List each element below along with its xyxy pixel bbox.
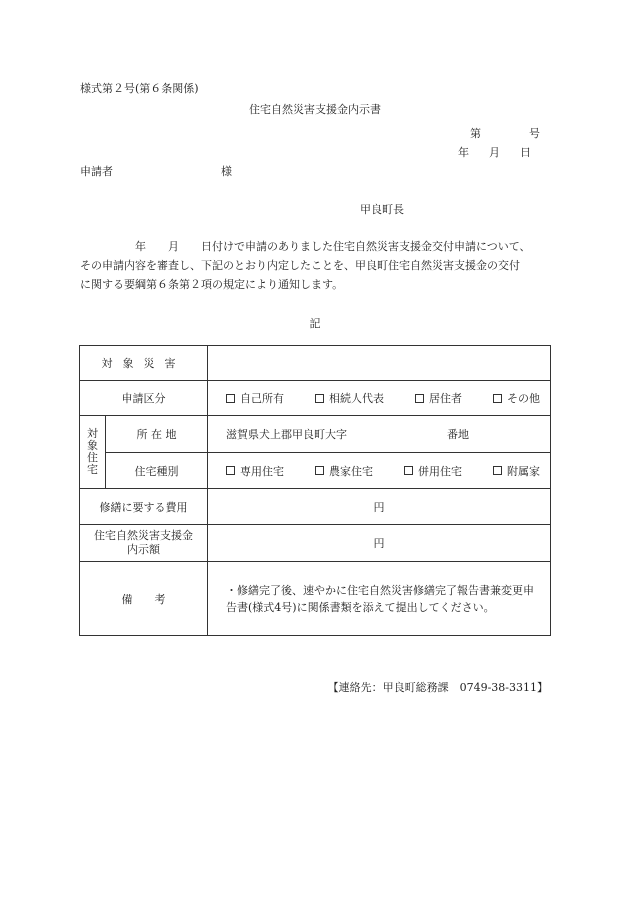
checkbox-icon[interactable] — [315, 394, 324, 403]
checkbox-icon[interactable] — [493, 466, 502, 475]
notice-table — [79, 345, 551, 636]
honorific: 様 — [221, 165, 232, 178]
notice-body — [80, 237, 555, 294]
housing-type-options — [208, 453, 551, 489]
option-resident[interactable]: 居住者 — [415, 390, 462, 406]
checkbox-icon[interactable] — [315, 466, 324, 475]
table-row — [80, 525, 551, 562]
option-other[interactable]: その他 — [493, 390, 540, 406]
date-year: 年 — [458, 146, 469, 159]
remarks-value: ・修繕完了後、速やかに住宅自然災害修繕完了報告書兼変更申告書(様式4号)に関係書類を添えて提出してください。 — [208, 562, 551, 636]
housing-type-label: 住宅種別 — [106, 453, 208, 489]
contact-info: 【連絡先：甲良町総務課 0749-38-3311】 — [327, 681, 548, 694]
option-self-owned[interactable]: 自己所有 — [226, 390, 284, 406]
date-day: 日 — [520, 146, 531, 159]
table-row — [80, 453, 551, 489]
repair-cost-label: 修繕に要する費用 — [80, 489, 208, 525]
number-suffix: 号 — [529, 127, 540, 140]
document-date — [458, 144, 531, 160]
body-line: 年 月 日付けで申請のありました住宅自然災害支援金交付申請について、 — [80, 240, 531, 253]
category-label: 申請区分 — [80, 381, 208, 416]
repair-cost-value: 円 — [208, 489, 551, 525]
location-value: 滋賀県犬上郡甲良町大字 番地 — [208, 416, 551, 453]
option-heir-representative[interactable]: 相続人代表 — [315, 390, 384, 406]
table-row — [80, 346, 551, 381]
date-month: 月 — [489, 146, 500, 159]
housing-group-label: 対 象 住 宅 — [80, 416, 106, 489]
checkbox-icon[interactable] — [404, 466, 413, 475]
remarks-label: 備 考 — [80, 562, 208, 636]
checkbox-icon[interactable] — [226, 466, 235, 475]
issuer: 甲良町長 — [360, 203, 404, 216]
document-number — [470, 125, 540, 141]
option-annex[interactable]: 附属家 — [493, 463, 540, 479]
applicant-line — [80, 163, 232, 179]
support-amount-value: 円 — [208, 525, 551, 562]
checkbox-icon[interactable] — [493, 394, 502, 403]
table-row — [80, 489, 551, 525]
number-prefix: 第 — [470, 127, 481, 140]
option-dedicated-housing[interactable]: 専用住宅 — [226, 463, 284, 479]
ki-heading: 記 — [309, 317, 321, 330]
body-line: その申請内容を審査し、下記のとおり内定したことを、甲良町住宅自然災害支援金の交付 — [80, 259, 520, 272]
disaster-value — [208, 346, 551, 381]
body-line: に関する要綱第６条第２項の規定により通知します。 — [80, 278, 344, 291]
table-row — [80, 381, 551, 416]
disaster-label: 対象災害 — [80, 346, 208, 381]
checkbox-icon[interactable] — [415, 394, 424, 403]
checkbox-icon[interactable] — [226, 394, 235, 403]
location-label: 所 在 地 — [106, 416, 208, 453]
applicant-label: 申請者 — [80, 165, 113, 178]
category-options — [208, 381, 551, 416]
support-amount-label: 住宅自然災害支援金 内示額 — [80, 525, 208, 562]
form-number: 様式第２号(第６条関係) — [80, 82, 199, 95]
table-row — [80, 416, 551, 453]
document-title: 住宅自然災害支援金内示書 — [249, 103, 381, 116]
option-combined-housing[interactable]: 併用住宅 — [404, 463, 462, 479]
table-row — [80, 562, 551, 636]
option-farm-housing[interactable]: 農家住宅 — [315, 463, 373, 479]
